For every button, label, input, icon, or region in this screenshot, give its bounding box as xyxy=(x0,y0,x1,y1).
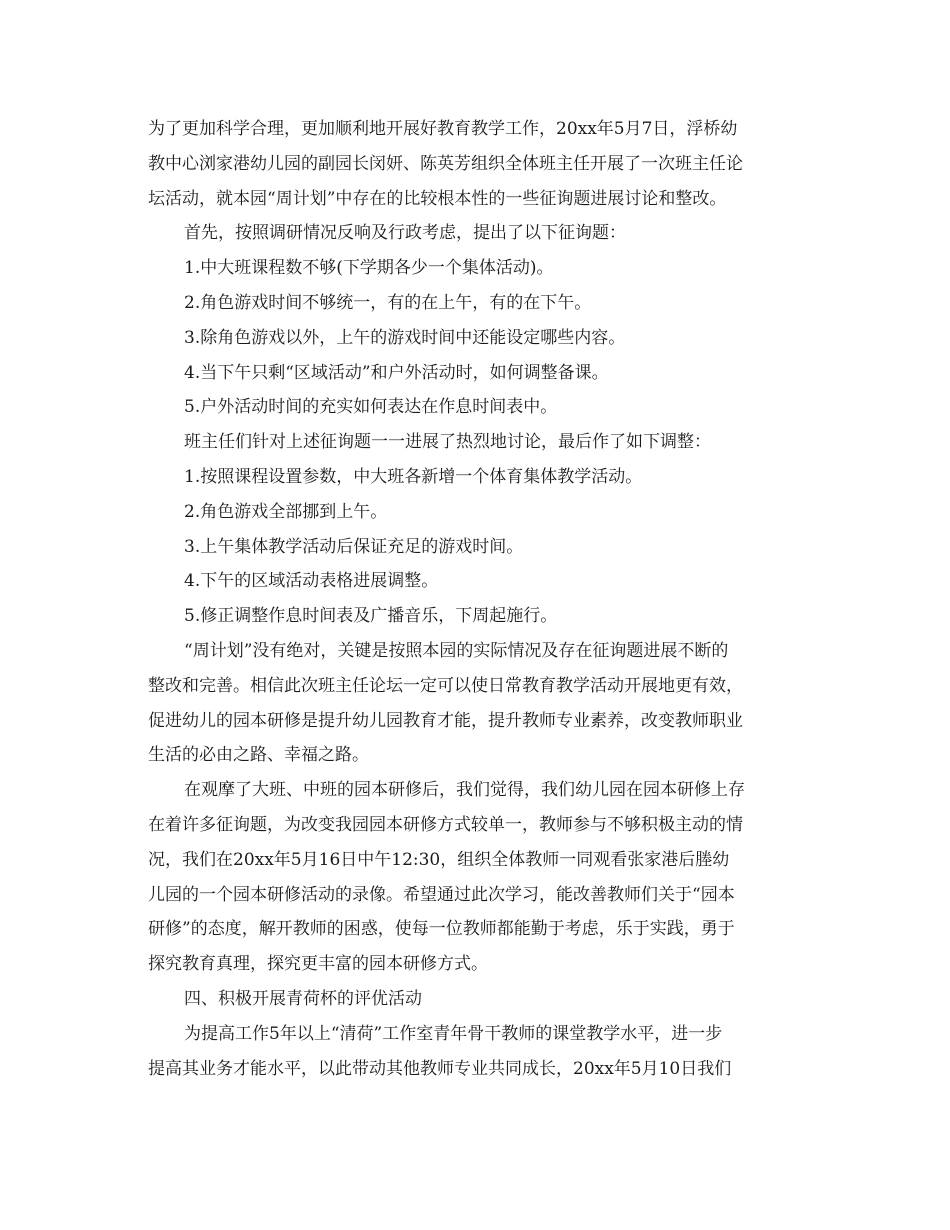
text-line: 4.当下午只剩“区域活动”和户外活动时，如何调整备课。 xyxy=(184,362,609,383)
text-line: 儿园的一个园本研修活动的录像。希望通过此次学习，能改善教师们关于“园本 xyxy=(148,884,735,905)
text-line: 1.按照课程设置参数，中大班各新增一个体育集体教学活动。 xyxy=(184,466,643,487)
text-line: 坛活动，就本园“周计划”中存在的比较根本性的一些征询题进展讨论和整改。 xyxy=(148,188,727,209)
text-line: 4.下午的区域活动表格进展调整。 xyxy=(184,571,439,592)
text-line: 1.中大班课程数不够(下学期各少一个集体活动)。 xyxy=(184,258,554,279)
text-line: 生活的必由之路、幸福之路。 xyxy=(148,745,369,766)
text-line: 班主任们针对上述征询题一一进展了热烈地讨论，最后作了如下调整： xyxy=(184,432,711,453)
text-line: 2.角色游戏时间不够统一，有的在上午，有的在下午。 xyxy=(184,292,592,313)
text-line: 为提高工作5年以上“清荷”工作室青年骨干教师的课堂教学水平，进一步 xyxy=(184,1023,723,1044)
text-line: 在着许多征询题，为改变我园园本研修方式较单一，教师参与不够积极主动的情 xyxy=(148,814,743,835)
text-line: 2.角色游戏全部挪到上午。 xyxy=(184,501,388,522)
text-line: 研修”的态度，解开教师的困惑，使每一位教师都能勤于考虑，乐于实践，勇于 xyxy=(148,919,735,940)
text-line: 为了更加科学合理，更加顺利地开展好教育教学工作，20xx年5月7日，浮桥幼 xyxy=(148,119,738,139)
document-body xyxy=(148,112,802,1086)
text-line: 况，我们在20xx年5月16日中午12:30，组织全体教师一同观看张家港后塍幼 xyxy=(148,849,730,870)
text-line: “周计划”没有绝对，关键是按照本园的实际情况及存在征询题进展不断的 xyxy=(184,640,729,661)
text-line: 3.除角色游戏以外，上午的游戏时间中还能设定哪些内容。 xyxy=(184,327,626,348)
text-line: 5.户外活动时间的充实如何表达在作息时间表中。 xyxy=(184,397,558,418)
text-line: 探究教育真理，探究更丰富的园本研修方式。 xyxy=(148,954,488,975)
text-line: 提高其业务才能水平，以此带动其他教师专业共同成长，20xx年5月10日我们 xyxy=(148,1058,732,1079)
text-line: 四、积极开展青荷杯的评优活动 xyxy=(184,988,422,1009)
text-line: 首先，按照调研情况反响及行政考虑，提出了以下征询题： xyxy=(184,223,626,244)
text-line: 5.修正调整作息时间表及广播音乐，下周起施行。 xyxy=(184,606,558,627)
text-line: 促进幼儿的园本研修是提升幼儿园教育才能，提升教师专业素养，改变教师职业 xyxy=(148,710,743,731)
text-line: 3.上午集体教学活动后保证充足的游戏时间。 xyxy=(184,536,524,557)
text-line: 在观摩了大班、中班的园本研修后，我们觉得，我们幼儿园在园本研修上存 xyxy=(184,780,745,801)
text-line: 教中心浏家港幼儿园的副园长闵妍、陈英芳组织全体班主任开展了一次班主任论 xyxy=(148,153,743,174)
text-line: 整改和完善。相信此次班主任论坛一定可以使日常教育教学活动开展地更有效， xyxy=(148,675,743,696)
